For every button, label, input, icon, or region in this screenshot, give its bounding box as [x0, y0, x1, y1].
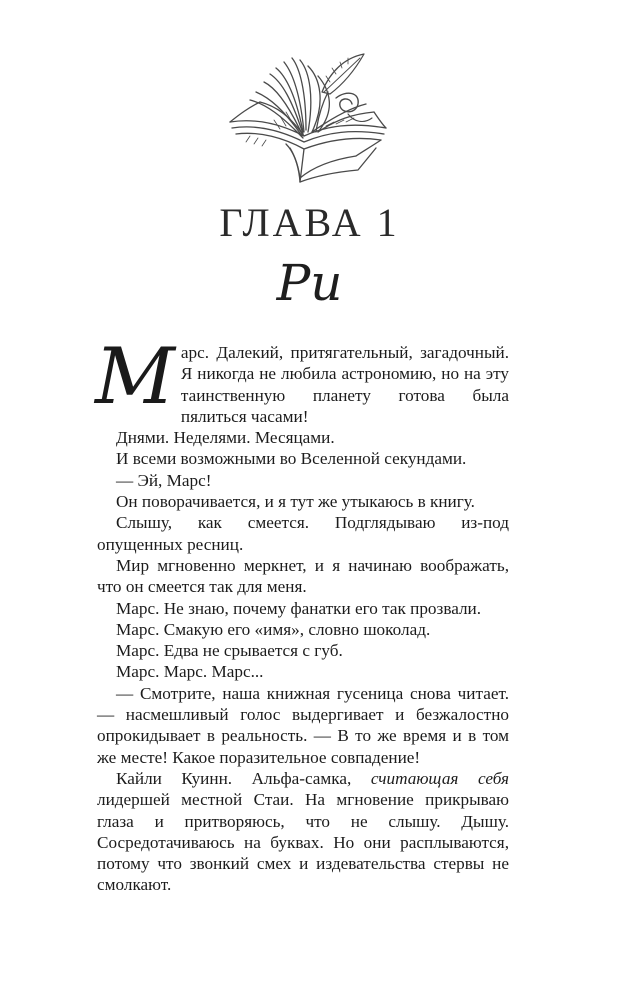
open-book-with-quill-icon	[226, 52, 394, 190]
chapter-subtitle: Ри	[276, 254, 343, 312]
paragraph-text: арс. Далекий, притягательный, загадочный. Я никогда не любила астрономию, но на эту таинственную планету готова была пялиться часами!	[180, 343, 509, 426]
emphasis-text: считающая себя	[370, 768, 510, 788]
paragraph: Он поворачивается, и я тут же утыкаюсь в книгу.	[116, 492, 475, 512]
paragraph: Марс. Смакую его «имя», словно шоколад.	[116, 619, 431, 639]
paragraph: Слышу, как смеется. Подглядываю из-под опущенных ресниц.	[97, 513, 509, 554]
paragraph: — Смотрите, наша книжная гусеница снова читает. — насмешливый голос выдергивает и безжалостно опрокидывает в реальность. — В то же время и в том же месте! Какое поразительное совпадение!	[97, 683, 509, 767]
body-text	[95, 332, 510, 896]
paragraph: Марс. Едва не срывается с губ.	[116, 641, 343, 661]
chapter-title: ГЛАВА 1	[219, 200, 400, 245]
paragraph: — Эй, Марс!	[116, 470, 212, 490]
drop-cap: М	[95, 332, 175, 422]
paragraph-text: Кайли Куинн. Альфа-самка,	[116, 768, 371, 788]
paragraph-text: лидершей местной Стаи. На мгновение прикрываю глаза и притворяюсь, что не слышу. Дышу. Сосредотачиваюсь на буквах. Но они расплываются, потому что звонкий смех и издевательства стервы не смолкают.	[97, 790, 509, 895]
paragraph: И всеми возможными во Вселенной секундами.	[116, 449, 467, 469]
paragraph	[97, 768, 509, 896]
paragraph	[95, 332, 509, 427]
paragraph: Мир мгновенно меркнет, и я начинаю воображать, что он смеется так для меня.	[97, 555, 509, 597]
paragraph: Марс. Не знаю, почему фанатки его так прозвали.	[116, 598, 482, 618]
paragraph: Марс. Марс. Марс...	[116, 662, 264, 682]
paragraph: Днями. Неделями. Месяцами.	[116, 428, 335, 448]
